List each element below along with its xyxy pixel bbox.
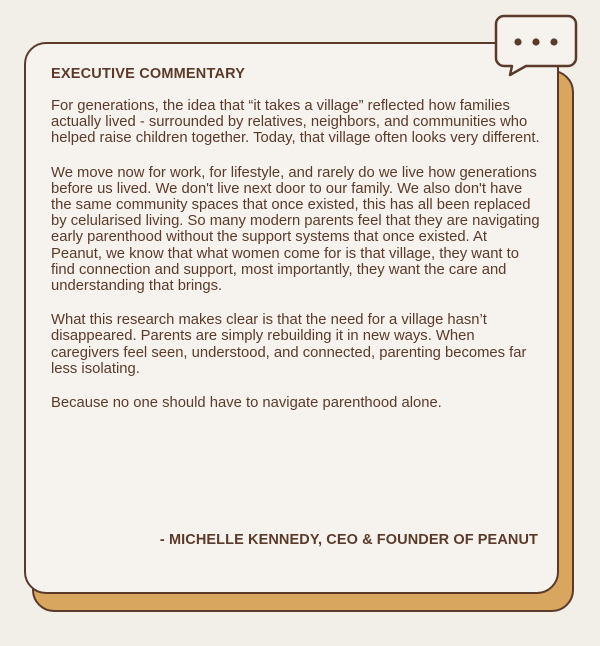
commentary-content	[51, 66, 541, 429]
paragraph-1: For generations, the idea that “it takes a village” reflected how families actually lived - surrounded by relatives, neighbors, and communities who helped raise children together. Today, that village often looks very different.	[51, 98, 540, 147]
paragraph-2: We move now for work, for lifestyle, and rarely do we live how generations before us lived. We don't live next door to our family. We also don't have the same community spaces that once existed, this has all been replaced by celularised living. So many modern parents feel that they are navigating early parenthood without the support systems that once existed. At Peanut, we know that what women come for is that village, they want to find connection and support, most importantly, they want the care and understanding that brings.	[51, 164, 540, 295]
paragraph-4: Because no one should have to navigate parenthood alone.	[51, 395, 442, 412]
section-heading: EXECUTIVE COMMENTARY	[51, 66, 246, 82]
signature: - MICHELLE KENNEDY, CEO & FOUNDER OF PEANUT	[159, 532, 538, 548]
paragraph-3: What this research makes clear is that the need for a village hasn’t disappeared. Parents are simply rebuilding it in new ways. When caregivers feel seen, understood, and connected, parenting becomes far less isolating.	[51, 312, 527, 377]
